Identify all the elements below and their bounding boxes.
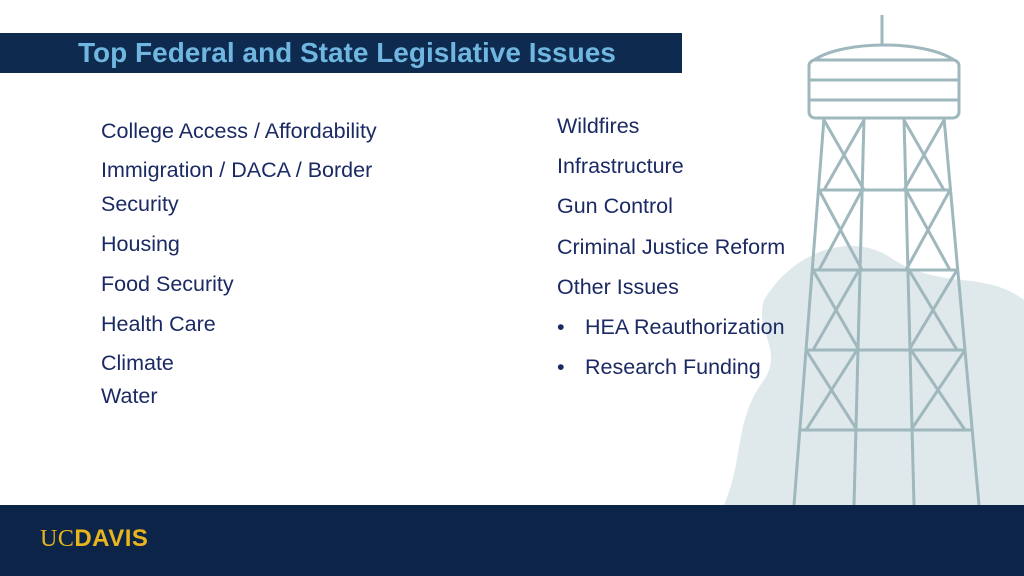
page-title: Top Federal and State Legislative Issues [78, 37, 616, 68]
bullet-icon: • [557, 315, 565, 340]
list-item: Climate [101, 351, 174, 375]
list-item: Gun Control [557, 194, 673, 219]
list-item: Housing [101, 232, 180, 256]
uc-davis-logo [40, 524, 148, 554]
list-item: Infrastructure [557, 154, 684, 179]
logo-uc: UC [40, 526, 75, 552]
title-bar [0, 33, 682, 73]
list-item: Criminal Justice Reform [557, 234, 786, 259]
bullet-label: HEA Reauthorization [585, 315, 785, 340]
bullet-item [557, 307, 857, 347]
list-item: Water [101, 384, 158, 408]
logo-davis: DAVIS [74, 525, 149, 552]
list-item: Wildfires [557, 114, 640, 138]
list-item: Other Issues [557, 274, 679, 299]
bullet-item [557, 347, 857, 387]
list-item: Immigration / DACA / Border Security [101, 158, 373, 216]
list-item: Food Security [101, 272, 234, 296]
list-item: Health Care [101, 312, 216, 336]
list-item: College Access / Affordability [101, 119, 377, 143]
bullet-icon: • [557, 355, 565, 380]
footer-bar [0, 505, 1024, 576]
right-issue-list [557, 106, 857, 387]
bullet-label: Research Funding [585, 355, 761, 380]
left-issue-list [101, 114, 421, 413]
